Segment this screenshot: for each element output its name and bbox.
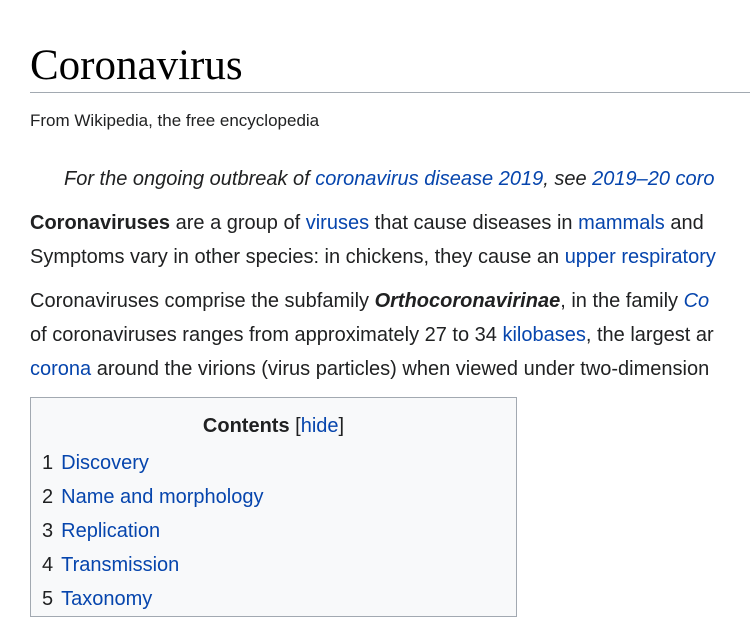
toc-link-replication[interactable]: Replication: [61, 520, 161, 542]
para2-line-2-text: of coronaviruses ranges from approximately 27 to 34: [30, 324, 503, 346]
intro-line-2: [30, 240, 716, 274]
toc-item-number: 4: [42, 554, 54, 576]
para2-text-2: , in the family: [560, 290, 684, 312]
toc-hide-toggle[interactable]: hide: [300, 415, 339, 437]
link-coronavirus-disease-2019[interactable]: coronavirus disease 2019: [315, 168, 544, 190]
toc-link-taxonomy[interactable]: Taxonomy: [61, 588, 153, 610]
toc-item-number: 5: [42, 588, 54, 610]
para2-line-3: [30, 352, 714, 386]
hatnote-prefix: For the ongoing outbreak of: [64, 168, 316, 190]
link-kilobases[interactable]: kilobases: [502, 324, 586, 346]
toc-item-number: 2: [42, 486, 54, 508]
toc-link-name-and-morphology[interactable]: Name and morphology: [61, 486, 264, 508]
italic-term: Orthocoronavirinae: [374, 290, 561, 312]
toc-title: Contents: [202, 415, 290, 437]
toc-item-transmission: [42, 552, 263, 586]
link-viruses[interactable]: viruses: [305, 212, 370, 234]
para2-line-1: [30, 284, 714, 318]
title-divider: [30, 92, 750, 93]
toc-item-discovery: [42, 450, 263, 484]
toc-item-number: 3: [42, 520, 54, 542]
intro-text-1: are a group of: [170, 212, 306, 234]
link-upper-respiratory[interactable]: upper respiratory: [564, 246, 716, 268]
toc-link-discovery[interactable]: Discovery: [61, 452, 149, 474]
toc-bracket-open: [: [289, 415, 301, 437]
link-coronaviridae[interactable]: Co: [683, 290, 710, 312]
toc-item-replication: [42, 518, 263, 552]
tagline: From Wikipedia, the free encyclopedia: [30, 111, 320, 130]
intro-line-2-text: Symptoms vary in other species: in chickens, they cause an: [30, 246, 565, 268]
toc-item-taxonomy: [42, 586, 263, 620]
intro-line-1: [30, 206, 716, 240]
para2-line-2-tail: , the largest ar: [585, 324, 714, 346]
hatnote: [64, 166, 714, 192]
toc-list: [42, 450, 263, 620]
para2-line-2: [30, 318, 714, 352]
intro-text-2: that cause diseases in: [369, 212, 579, 234]
link-corona[interactable]: corona: [30, 358, 92, 380]
para2-line-3-text: around the virions (virus particles) when viewed under two-dimension: [91, 358, 710, 380]
link-mammals[interactable]: mammals: [578, 212, 665, 234]
toc-item-number: 1: [42, 452, 54, 474]
page-title: Coronavirus: [30, 42, 243, 89]
hatnote-middle: , see: [543, 168, 593, 190]
para2-text-1: Coronaviruses comprise the subfamily: [30, 290, 375, 312]
table-of-contents: [30, 397, 517, 617]
toc-bracket-close: ]: [338, 415, 345, 437]
bold-term: Coronaviruses: [30, 212, 171, 234]
toc-item-name-and-morphology: [42, 484, 263, 518]
toc-header: [31, 413, 516, 439]
intro-text-3: and: [664, 212, 704, 234]
toc-link-transmission[interactable]: Transmission: [61, 554, 180, 576]
link-2019-20-outbreak[interactable]: 2019–20 coro: [592, 168, 715, 190]
second-paragraph: [30, 284, 714, 386]
intro-paragraph: [30, 206, 716, 274]
